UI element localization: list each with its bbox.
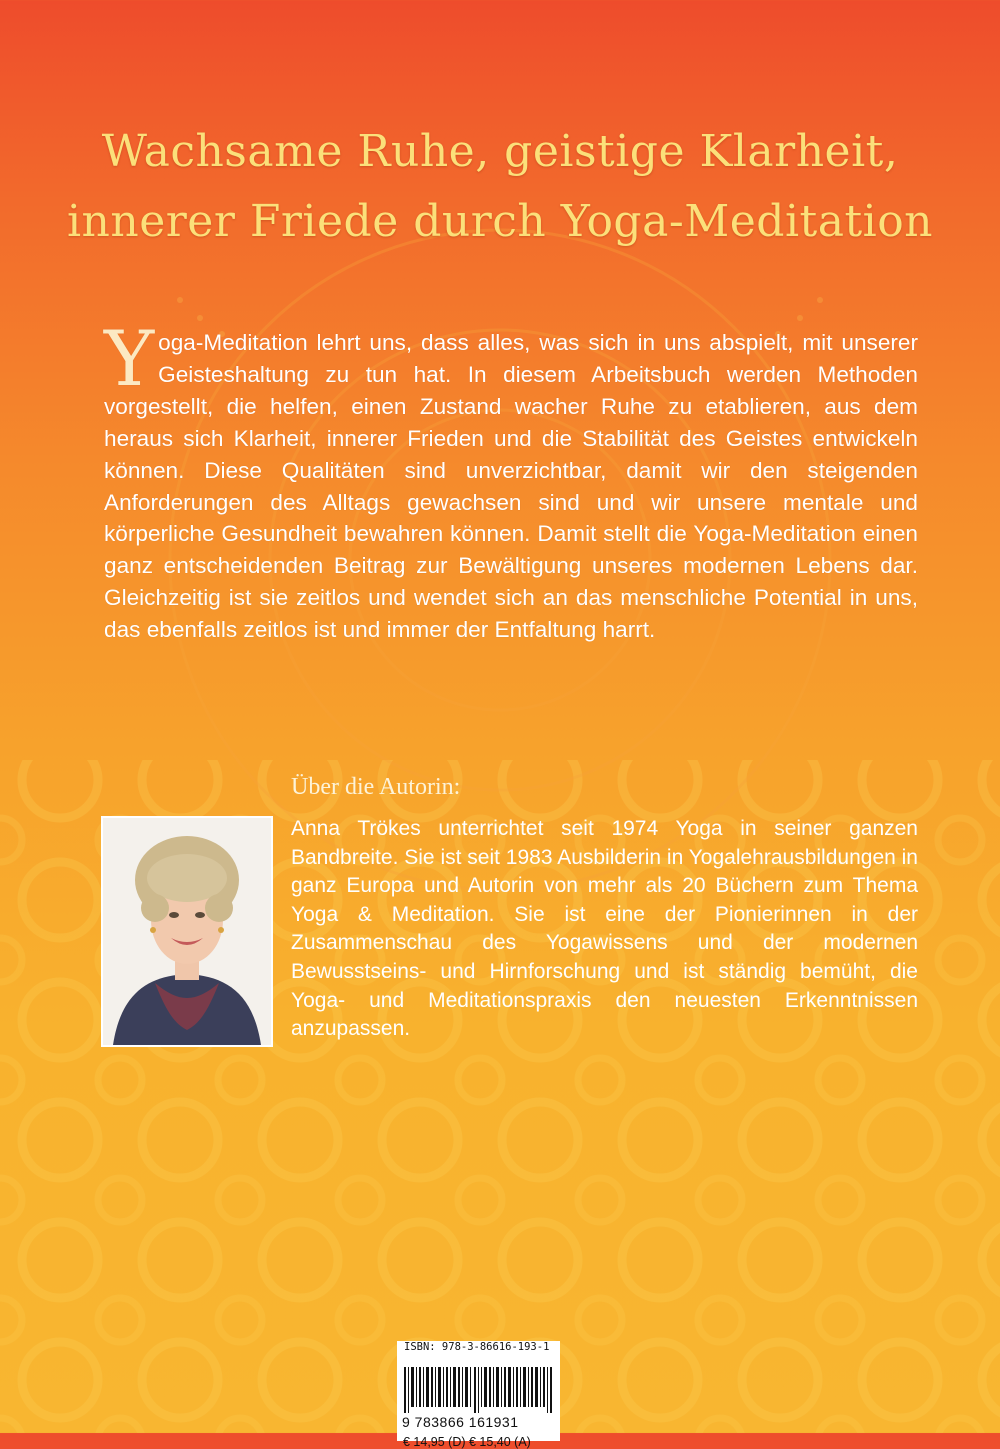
- headline-line-2: innerer Friede durch Yoga-Meditation: [66, 196, 934, 247]
- barcode-digits: 9 783866 161931: [402, 1414, 519, 1430]
- headline-line-1: Wachsame Ruhe, geistige Klarheit,: [101, 126, 899, 177]
- barcode-label: [397, 1341, 560, 1449]
- intro-text: oga-Meditation lehrt uns, dass alles, was sich in uns abspielt, mit unserer Geisteshaltung zu tun hat. In diesem Arbeitsbuch werden Methoden vorgestellt, die helfen, einen Zustand wacher Ruhe zu etablieren, aus dem heraus sich Klarheit, innerer Frieden und die Stabilität des Geistes entwickeln können. Diese Qualitäten sind unverzichtbar, damit wir den steigenden Anforderungen des Alltags gewachsen sind und wir unsere mentale und körperliche Gesundheit bewahren können. Damit stellt die Yoga-Meditation einen ganz entscheidenden Beitrag zur Bewältigung unseres modernen Lebens dar. Gleichzeitig ist sie zeitlos und wendet sich an das menschliche Potential in uns, das ebenfalls zeitlos ist und immer der Entfaltung harrt.: [104, 330, 918, 643]
- barcode-icon: [404, 1367, 554, 1413]
- author-heading: Über die Autorin:: [291, 774, 461, 800]
- drop-cap: Y: [104, 314, 155, 403]
- price-label: € 14,95 (D) € 15,40 (A): [403, 1435, 531, 1449]
- author-bio: Anna Trökes unterrichtet seit 1974 Yoga in seiner ganzen Bandbreite. Sie ist seit 1983 Ausbilderin in Yogalehrausbildungen in ganz Europa und Autorin von mehr als 20 Büchern zum Thema Yoga & Meditation. Sie ist eine der Pionierinnen in der Zusammenschau des Yogawissens und der modernen Bewusstseins- und Hirnforschung und ist ständig bemüht, die Yoga- und Meditationspraxis den neuesten Erkenntnissen anzupassen.: [291, 817, 918, 1041]
- intro-paragraph: [104, 314, 918, 646]
- author-photo: [101, 816, 273, 1047]
- isbn-label: ISBN: 978-3-86616-193-1: [404, 1341, 550, 1353]
